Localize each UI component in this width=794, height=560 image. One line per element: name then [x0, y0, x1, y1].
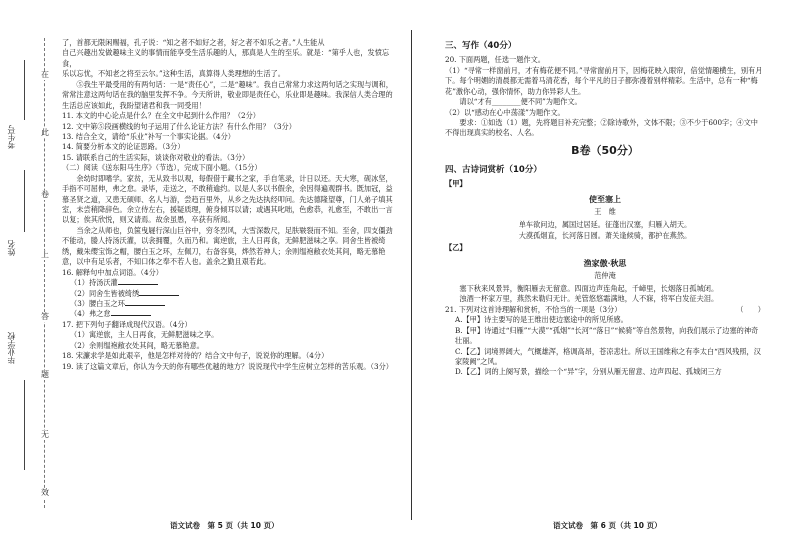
poem-1-author: 王 维 [594, 207, 616, 217]
name-line [24, 170, 25, 232]
page-6-footer: 语文试卷 第 6 页（共 10 页） [553, 521, 662, 530]
option-a: A.【甲】诗主要写的是王维出使边塞途中的所见所感。 [455, 315, 628, 325]
q16-item: （2）同舍生皆被绮绣 [62, 289, 398, 299]
paragraph-5: ⑤我生平最受用的有两句话：一是“责任心”，二是“趣味”。我自己常常力求这两句话之实现与调和，常常注意这两句话在我的脑里发挥不争。今天所讲，敬业即是责任心，乐业即是趣味。我深信人类合理的生活总应该如此，我盼望诸君和我一同受用！ [62, 79, 393, 110]
poem-2-line: 塞下秋来风景异，衡阳雁去无留意。四面边声连角起，千嶂里，长烟落日孤城闭。 [459, 283, 719, 293]
question-17: 17. 把下列句子翻译成现代汉语。（4分） [62, 319, 192, 329]
school-label: 毕业学校 [7, 332, 16, 364]
section-3-title: 三、写作（40分） [445, 41, 517, 51]
essay-prompt-1: （1）“寻常一样窗前月，才有梅花便不同。”寻常窗前月下，因梅花映入眼帘，倍觉情趣横生，别有月下。每个明媚的清晨都无需着马清花香，每个平凡的日子都弥漫着别样精彩。生活中，总有一种“梅花”激你心动，强你情怀，助力你异彩人生。 [445, 65, 763, 96]
essay-requirements: 要求：①如选（1）题，先将题目补充完整；②除诗歌外，文体不限；③不少于600字；④文中不得出现真实的校名、人名。 [445, 117, 758, 138]
poem-2-author: 范仲淹 [594, 271, 616, 281]
page-divider [411, 30, 412, 520]
essay-prompt-2: （2）以“感动在心中荡漾”为题作文。 [445, 107, 565, 117]
margin-char: 在 [41, 70, 49, 79]
intro-line: 乐以忘忧，不知老之将至云尔。”这种生活，真算得人类理想的生活了。 [62, 69, 285, 79]
poem-2-tag: 【乙】 [445, 243, 467, 253]
question-19: 19. 读了这篇文章后，你认为今天的你有哪些优越的地方？说说现代中学生应树立怎样的苦乐观。（3分） [62, 361, 393, 371]
question-18: 18. 宋濂求学是如此艰辛，他是怎样对待的？结合文中句子，说说你的理解。（4分） [62, 351, 329, 361]
section-4-title: 四、古诗词赏析（10分） [445, 164, 542, 175]
answer-blank[interactable] [118, 278, 158, 285]
question-20: 20. 下面两题，任选一题作文。 [445, 55, 545, 65]
question-16: 16. 解释句中加点词语。（4分） [62, 267, 163, 277]
poem-1-line: 大漠孤烟直，长河落日圆。萧关逢候骑，都护在燕然。 [518, 230, 692, 240]
margin-char: 效 [41, 488, 49, 497]
margin-char: 此 [41, 128, 49, 137]
page-5-footer: 语文试卷 第 5 页（共 10 页） [170, 521, 279, 530]
answer-blank[interactable] [111, 309, 151, 316]
poem-1-title: 使至塞上 [589, 193, 621, 204]
poem-2-line: 浊酒一杯家万里，燕然未勒归无计。羌管悠悠霜满地，人不寐，将军白发征夫泪。 [459, 294, 719, 304]
q16-item: （4）弗之怠 [62, 309, 398, 319]
question-15: 15. 请联系自己的生活实际，谈谈你对敬业的看法。（3分） [62, 152, 250, 162]
answer-blank[interactable] [139, 289, 179, 296]
section-2-title: （二）阅读《送东阳马生序》（节选），完成下面小题。（15分） [62, 163, 262, 173]
name-label: 姓名 [7, 240, 16, 256]
q17-item: （1）寓逆旅，主人日再食，无鲜肥滋味之享。 [70, 330, 219, 340]
margin-char: 上 [41, 250, 49, 259]
question-11: 11. 本文的中心论点是什么？在全文中起到什么作用？（2分） [62, 111, 260, 121]
q16-item: （3）腰白玉之环 [62, 299, 398, 309]
option-c: C.【乙】词境界阔大，气概雄浑，格调高昂，苍凉悲壮。所以王国维称之有李太白“西风残照，汉家陵阙”之风。 [455, 346, 761, 366]
classical-passage: 当余之从师也，负箧曳屣行深山巨谷中，穷冬烈风，大雪深数尺，足肤皲裂而不知。至舍，四支僵劲不能动，媵人持汤沃灌，以衾拥覆，久而乃和。寓逆旅，主人日再食，无鲜肥滋味之享。同舍生皆被绮绣，戴朱缨宝饰之帽，腰白玉之环，左佩刀，右备容臭，烨然若神人；余则缊袍敝衣处其间，略无慕艳意，以中有足乐者，不知口体之奉不若人也。盖余之勤且艰若此。 [62, 225, 393, 267]
q16-item: （1）持汤沃灌 [62, 278, 398, 288]
question-12: 12. 文中第⑤段画横线的句子运用了什么论证方法？有什么作用？（3分） [62, 121, 296, 131]
b-volume-title: B卷（50分） [571, 143, 639, 157]
exam-page-6 [445, 38, 765, 508]
option-b: B.【甲】诗通过“归雁”“大漠”“孤烟”“长河”“落日”“候骑”等自然景物，向我们展示了边塞的神奇壮丽。 [455, 325, 759, 346]
poem-1-line: 单车欲问边，属国过居延。征蓬出汉塞，归雁入胡天。 [518, 219, 692, 229]
intro-line: 自己兴趣出发做趣味主义的事情而能享受生活乐趣的人，那真是人生的至乐。就是：“第乎人也，发愤忘食， [62, 48, 390, 68]
exam-number-line [24, 60, 25, 120]
intro-line: 了，首都无限闲赐福，孔子说：“知之者不如好之者，好之者不如乐之者。”人生能从 [62, 38, 325, 47]
exam-number-label: 考生号 [7, 125, 16, 149]
q17-item: （2）余则缊袍敝衣处其间，略无慕艳意。 [70, 340, 204, 350]
binding-margin [0, 0, 60, 560]
margin-char: 题 [41, 370, 49, 379]
question-21: 21. 下列对这首诗理解和赏析，不恰当的一项是（3分） （ ） [445, 304, 765, 314]
margin-char: 卷 [41, 190, 49, 199]
poem-2-title: 渔家傲·秋思 [583, 257, 627, 268]
margin-char: 无 [41, 430, 49, 439]
answer-paren[interactable]: （ ） [736, 304, 765, 314]
poem-1-tag: 【甲】 [445, 179, 467, 189]
exam-page-5 [62, 38, 398, 508]
essay-prompt-1-fill: 请以“才有________便不同”为题作文。 [459, 97, 582, 107]
margin-char: 答 [41, 312, 49, 321]
question-14: 14. 简要分析本文的论证思路。（3分） [62, 142, 185, 152]
question-13: 13. 结合全文，请给“乐业”补写一个事实论据。（4分） [62, 131, 235, 141]
school-line [24, 380, 25, 470]
answer-blank[interactable] [125, 299, 165, 306]
option-d: D.【乙】词的上阕写景，描绘一个“异”字，分别从雁无留意、边声四起、孤城闭三方 [455, 367, 722, 377]
classical-passage: 余幼时即嗜学。家贫，无从致书以观，每假借于藏书之家，手自笔录，计日以还。天大寒，砚冰坚，手指不可屈伸，弗之怠。录毕，走送之，不敢稍逾约。以是人多以书假余，余因得遍观群书。既加冠，益慕圣贤之道，又患无硕师、名人与游，尝趋百里外，从乡之先达执经叩问。先达德隆望尊，门人弟子填其室，未尝稍降辞色。余立侍左右，援疑质理，俯身倾耳以请；或遇其叱咄，色愈恭，礼愈至，不敢出一言以复；俟其欣悦，则又请焉。故余虽愚，卒获有所闻。 [62, 173, 393, 225]
